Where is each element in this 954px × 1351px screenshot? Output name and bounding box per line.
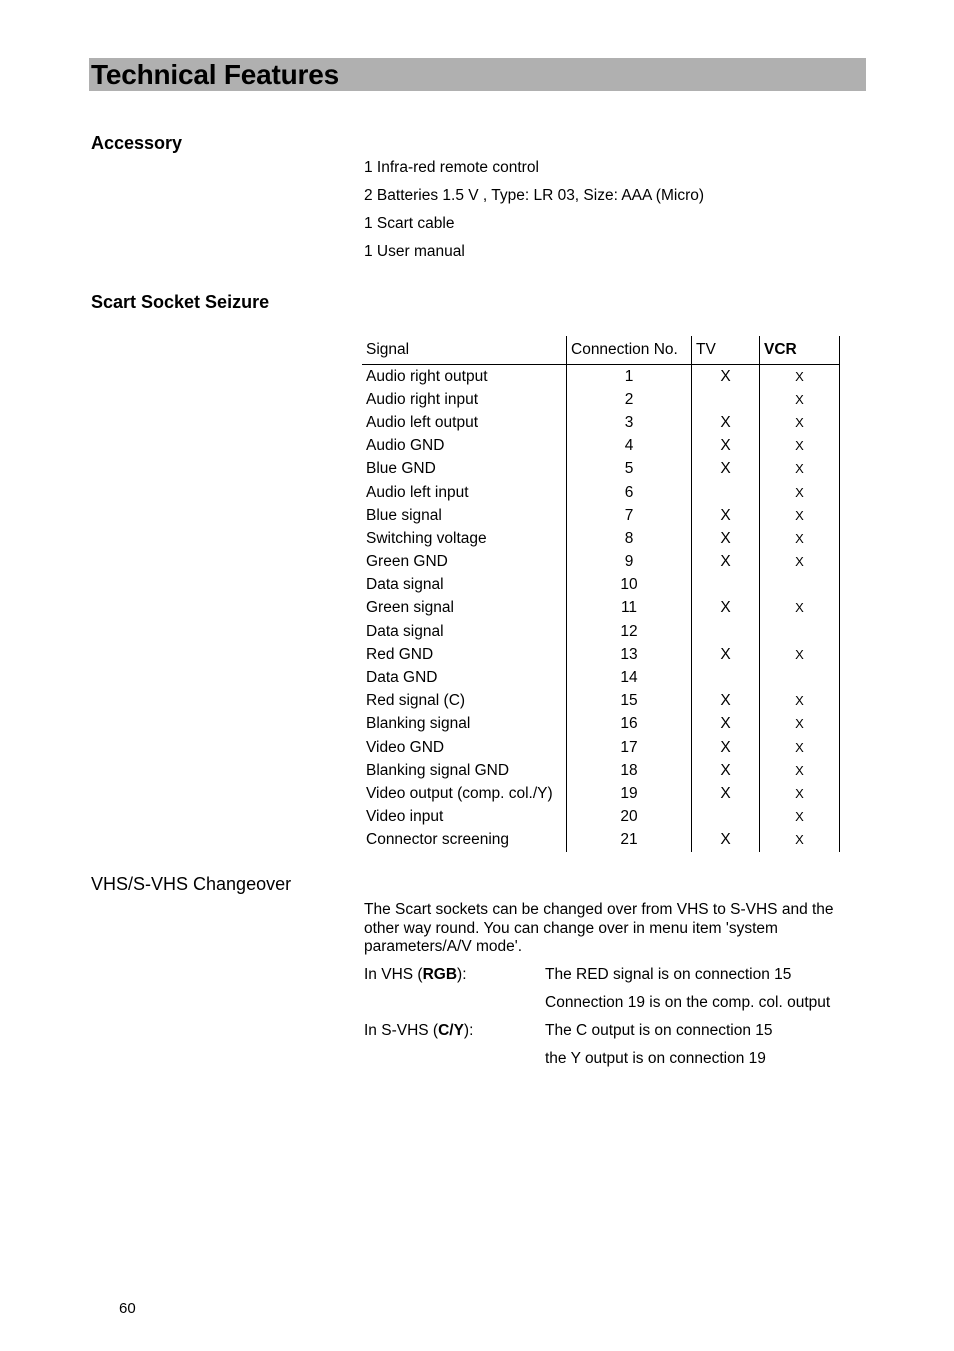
header-tv: TV [692,336,760,365]
cell-vcr: X [760,551,840,574]
cell-vcr: X [760,411,840,434]
svhs-label-post: ): [463,1022,474,1039]
cell-signal: Green signal [362,597,567,620]
cell-tv [692,806,760,829]
cell-connection: 20 [567,806,692,829]
cell-vcr [760,574,840,597]
cell-connection: 4 [567,435,692,458]
cell-signal: Connector screening [362,829,567,852]
header-connection: Connection No. [567,336,692,365]
cell-vcr: X [760,527,840,550]
cell-tv: X [692,597,760,620]
page-title: Technical Features [91,59,339,90]
cell-connection: 3 [567,411,692,434]
cell-signal: Audio right input [362,388,567,411]
cell-connection: 7 [567,504,692,527]
cell-signal: Blanking signal GND [362,759,567,782]
cell-tv: X [692,759,760,782]
cell-connection: 16 [567,713,692,736]
cell-tv: X [692,504,760,527]
vhs-mode-label [364,965,467,985]
cell-signal: Data GND [362,666,567,689]
table-row [362,411,840,434]
accessory-item: 1 Infra-red remote control [364,159,539,176]
cell-connection: 2 [567,388,692,411]
cell-vcr: X [760,713,840,736]
cell-vcr: X [760,643,840,666]
table-row [362,435,840,458]
accessory-list [364,158,704,270]
cell-connection: 6 [567,481,692,504]
cell-tv: X [692,736,760,759]
cell-connection: 13 [567,643,692,666]
table-row [362,481,840,504]
cell-connection: 14 [567,666,692,689]
cell-connection: 15 [567,690,692,713]
cell-tv [692,388,760,411]
table-row [362,527,840,550]
table-row [362,666,840,689]
cell-vcr [760,620,840,643]
cell-tv: X [692,365,760,389]
header-signal: Signal [362,336,567,365]
svhs-line-1: The C output is on connection 15 [545,1022,773,1039]
table-row [362,643,840,666]
cell-vcr [760,666,840,689]
vhs-label-bold: RGB [422,966,458,983]
cell-vcr: X [760,597,840,620]
cell-tv: X [692,690,760,713]
cell-tv [692,620,760,643]
table-row [362,759,840,782]
cell-tv: X [692,643,760,666]
cell-signal: Data signal [362,620,567,643]
cell-tv: X [692,458,760,481]
cell-connection: 1 [567,365,692,389]
accessory-item: 1 Scart cable [364,215,455,232]
cell-signal: Audio left output [362,411,567,434]
accessory-heading: Accessory [91,133,183,153]
vhs-line-2: Connection 19 is on the comp. col. output [545,994,831,1011]
vhs-heading: VHS/S-VHS Changeover [91,874,292,894]
table-row [362,458,840,481]
table-row [362,388,840,411]
cell-connection: 8 [567,527,692,550]
table-row [362,829,840,852]
cell-signal: Red signal (C) [362,690,567,713]
cell-tv: X [692,527,760,550]
table-header-row [362,336,840,365]
table-row [362,597,840,620]
cell-signal: Video input [362,806,567,829]
cell-connection: 21 [567,829,692,852]
cell-vcr: X [760,736,840,759]
cell-vcr: X [760,759,840,782]
cell-tv: X [692,435,760,458]
scart-table-body [362,365,840,852]
vhs-line-1: The RED signal is on connection 15 [545,966,792,983]
table-row [362,713,840,736]
table-row [362,806,840,829]
cell-signal: Blue signal [362,504,567,527]
page-number: 60 [119,1300,136,1317]
cell-vcr: X [760,829,840,852]
vhs-label-post: ): [457,966,467,983]
cell-signal: Blue GND [362,458,567,481]
table-row [362,782,840,805]
vhs-label-pre: In VHS ( [364,966,423,983]
header-vcr: VCR [760,336,840,365]
cell-connection: 5 [567,458,692,481]
cell-signal: Red GND [362,643,567,666]
vhs-paragraph: The Scart sockets can be changed over from VHS to S-VHS and the other way round. You can change over in menu item 'system parameters/A/V mode'. [364,901,834,955]
cell-signal: Green GND [362,551,567,574]
cell-connection: 12 [567,620,692,643]
table-row [362,736,840,759]
svhs-label-bold: C/Y [438,1022,464,1039]
cell-tv: X [692,551,760,574]
cell-vcr: X [760,690,840,713]
table-row [362,551,840,574]
accessory-item: 1 User manual [364,243,465,260]
svhs-label-pre: In S-VHS ( [364,1022,439,1039]
scart-table [362,336,840,852]
svhs-mode-label [364,1021,473,1041]
cell-vcr: X [760,365,840,389]
cell-signal: Audio GND [362,435,567,458]
cell-connection: 11 [567,597,692,620]
cell-signal: Audio right output [362,365,567,389]
cell-vcr: X [760,435,840,458]
cell-tv: X [692,782,760,805]
accessory-item: 2 Batteries 1.5 V , Type: LR 03, Size: AAA (Micro) [364,187,705,204]
cell-tv [692,666,760,689]
cell-tv: X [692,829,760,852]
cell-signal: Video output (comp. col./Y) [362,782,567,805]
cell-tv [692,481,760,504]
cell-tv [692,574,760,597]
scart-heading: Scart Socket Seizure [91,292,270,312]
title-bar [89,58,866,91]
cell-connection: 19 [567,782,692,805]
table-row [362,365,840,389]
cell-tv: X [692,411,760,434]
cell-connection: 9 [567,551,692,574]
cell-vcr: X [760,806,840,829]
table-row [362,690,840,713]
cell-tv: X [692,713,760,736]
svhs-line-2: the Y output is on connection 19 [545,1050,766,1067]
cell-connection: 10 [567,574,692,597]
table-row [362,620,840,643]
table-row [362,574,840,597]
cell-vcr: X [760,458,840,481]
cell-signal: Video GND [362,736,567,759]
table-row [362,504,840,527]
cell-connection: 18 [567,759,692,782]
cell-signal: Blanking signal [362,713,567,736]
cell-signal: Data signal [362,574,567,597]
cell-signal: Switching voltage [362,527,567,550]
cell-vcr: X [760,782,840,805]
cell-vcr: X [760,504,840,527]
cell-connection: 17 [567,736,692,759]
cell-vcr: X [760,481,840,504]
cell-vcr: X [760,388,840,411]
cell-signal: Audio left input [362,481,567,504]
